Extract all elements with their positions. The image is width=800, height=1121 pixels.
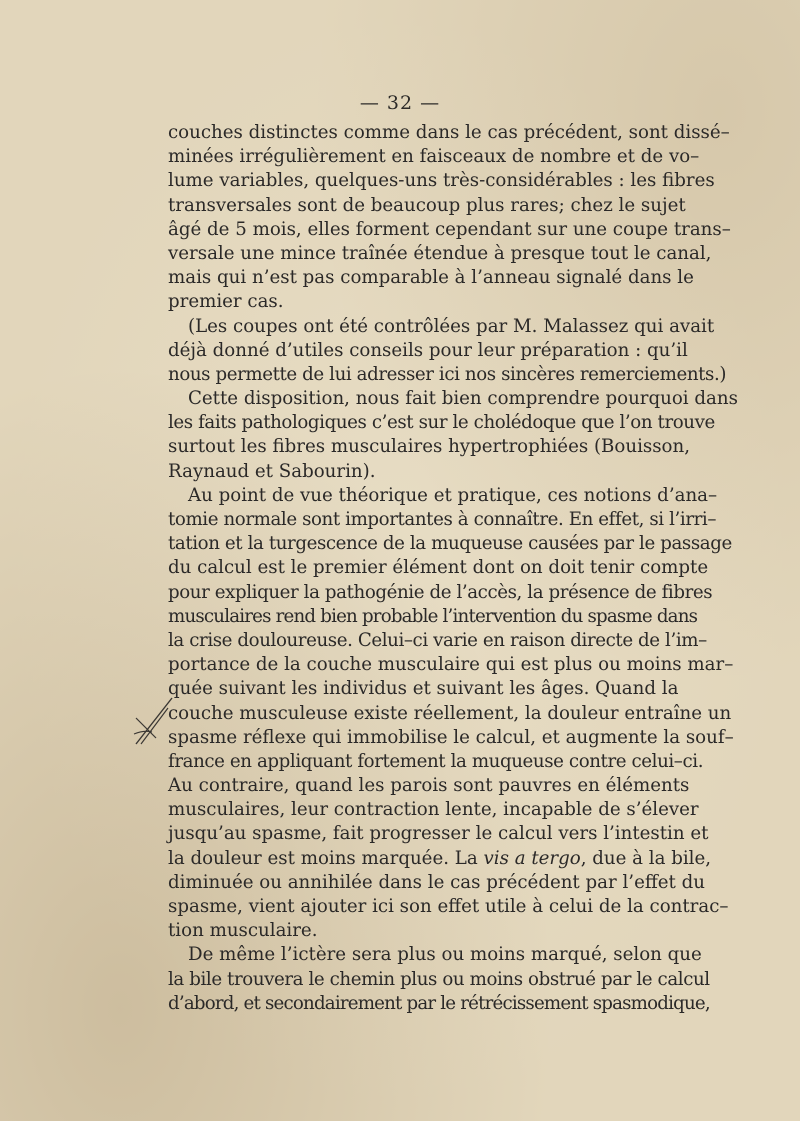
text-line: transversales sont de beaucoup plus rares; chez le sujet <box>168 194 686 216</box>
text-line: spasme, vient ajouter ici son effet utile à celui de la contrac– <box>168 896 729 917</box>
text-line: musculaires, leur contraction lente, incapable de s’élever <box>168 799 699 821</box>
text-line: la crise douloureuse. Celui–ci varie en raison directe de l’im– <box>168 629 707 651</box>
text-line: Au contraire, quand les parois sont pauvres en éléments <box>168 775 690 797</box>
text-line: les faits pathologiques c’est sur le cholédoque que l’on trouve <box>168 412 715 434</box>
body-text <box>168 121 738 1016</box>
line-text: la douleur est moins marquée. La <box>168 847 484 869</box>
text-line: diminuée ou annihilée dans le cas précédent par l’effet du <box>168 871 705 893</box>
text-line: tation et la turgescence de la muqueuse causées par le passage <box>168 533 732 555</box>
text-line: âgé de 5 mois, elles forment cependant sur une coupe trans– <box>168 218 731 240</box>
text-line: versale une mince traînée étendue à presque tout le canal, <box>168 242 712 264</box>
italic-phrase: vis a tergo <box>483 847 581 869</box>
text-line: musculaires rend bien probable l’intervention du spasme dans <box>168 605 698 627</box>
text-line: Cette disposition, nous fait bien comprendre pourquoi dans <box>188 388 738 410</box>
line-text: , due à la bile, <box>580 847 712 869</box>
text-line: couche musculeuse existe réellement, la douleur entraîne un <box>168 702 732 724</box>
text-line: surtout les fibres musculaires hypertrophiées (Bouisson, <box>168 436 690 458</box>
text-line <box>168 847 712 871</box>
text-line: la bile trouvera le chemin plus ou moins obstrué par le calcul <box>168 968 710 990</box>
text-line: tion musculaire. <box>168 920 318 942</box>
text-line: pour expliquer la pathogénie de l’accès, la présence de fibres <box>168 581 713 603</box>
text-line: minées irrégulièrement en faisceaux de nombre et de vo– <box>168 146 700 168</box>
text-line: tomie normale sont importantes à connaître. En effet, si l’irri– <box>168 509 717 530</box>
text-line: couches distinctes comme dans le cas précédent, sont dissé– <box>168 122 730 143</box>
text-line: Raynaud et Sabourin). <box>168 460 376 482</box>
text-line: france en appliquant fortement la muqueuse contre celui–ci. <box>168 750 704 772</box>
text-line: quée suivant les individus et suivant les âges. Quand la <box>168 678 679 700</box>
text-line: mais qui n’est pas comparable à l’anneau signalé dans le <box>168 267 694 289</box>
text-line: du calcul est le premier élément dont on doit tenir compte <box>168 557 709 579</box>
text-line: De même l’ictère sera plus ou moins marqué, selon que <box>188 944 702 966</box>
text-line: jusqu’au spasme, fait progresser le calcul vers l’intestin et <box>168 823 709 845</box>
text-line: d’abord, et secondairement par le rétrécissement spasmodique, <box>168 992 710 1014</box>
margin-annotation-mark <box>132 694 176 750</box>
text-line: premier cas. <box>168 291 284 313</box>
text-line: déjà donné d’utiles conseils pour leur préparation : qu’il <box>168 339 688 361</box>
text-line: spasme réflexe qui immobilise le calcul, et augmente la souf– <box>168 726 734 748</box>
text-line: lume variables, quelques-uns très-considérables : les fibres <box>168 170 715 192</box>
page-number: — 32 — <box>359 92 441 114</box>
text-line: Au point de vue théorique et pratique, ces notions d’ana– <box>188 484 718 506</box>
text-line: nous permette de lui adresser ici nos sincères remerciements.) <box>168 363 727 385</box>
text-line: portance de la couche musculaire qui est plus ou moins mar– <box>168 654 734 676</box>
text-line: (Les coupes ont été contrôlées par M. Malassez qui avait <box>188 315 715 337</box>
